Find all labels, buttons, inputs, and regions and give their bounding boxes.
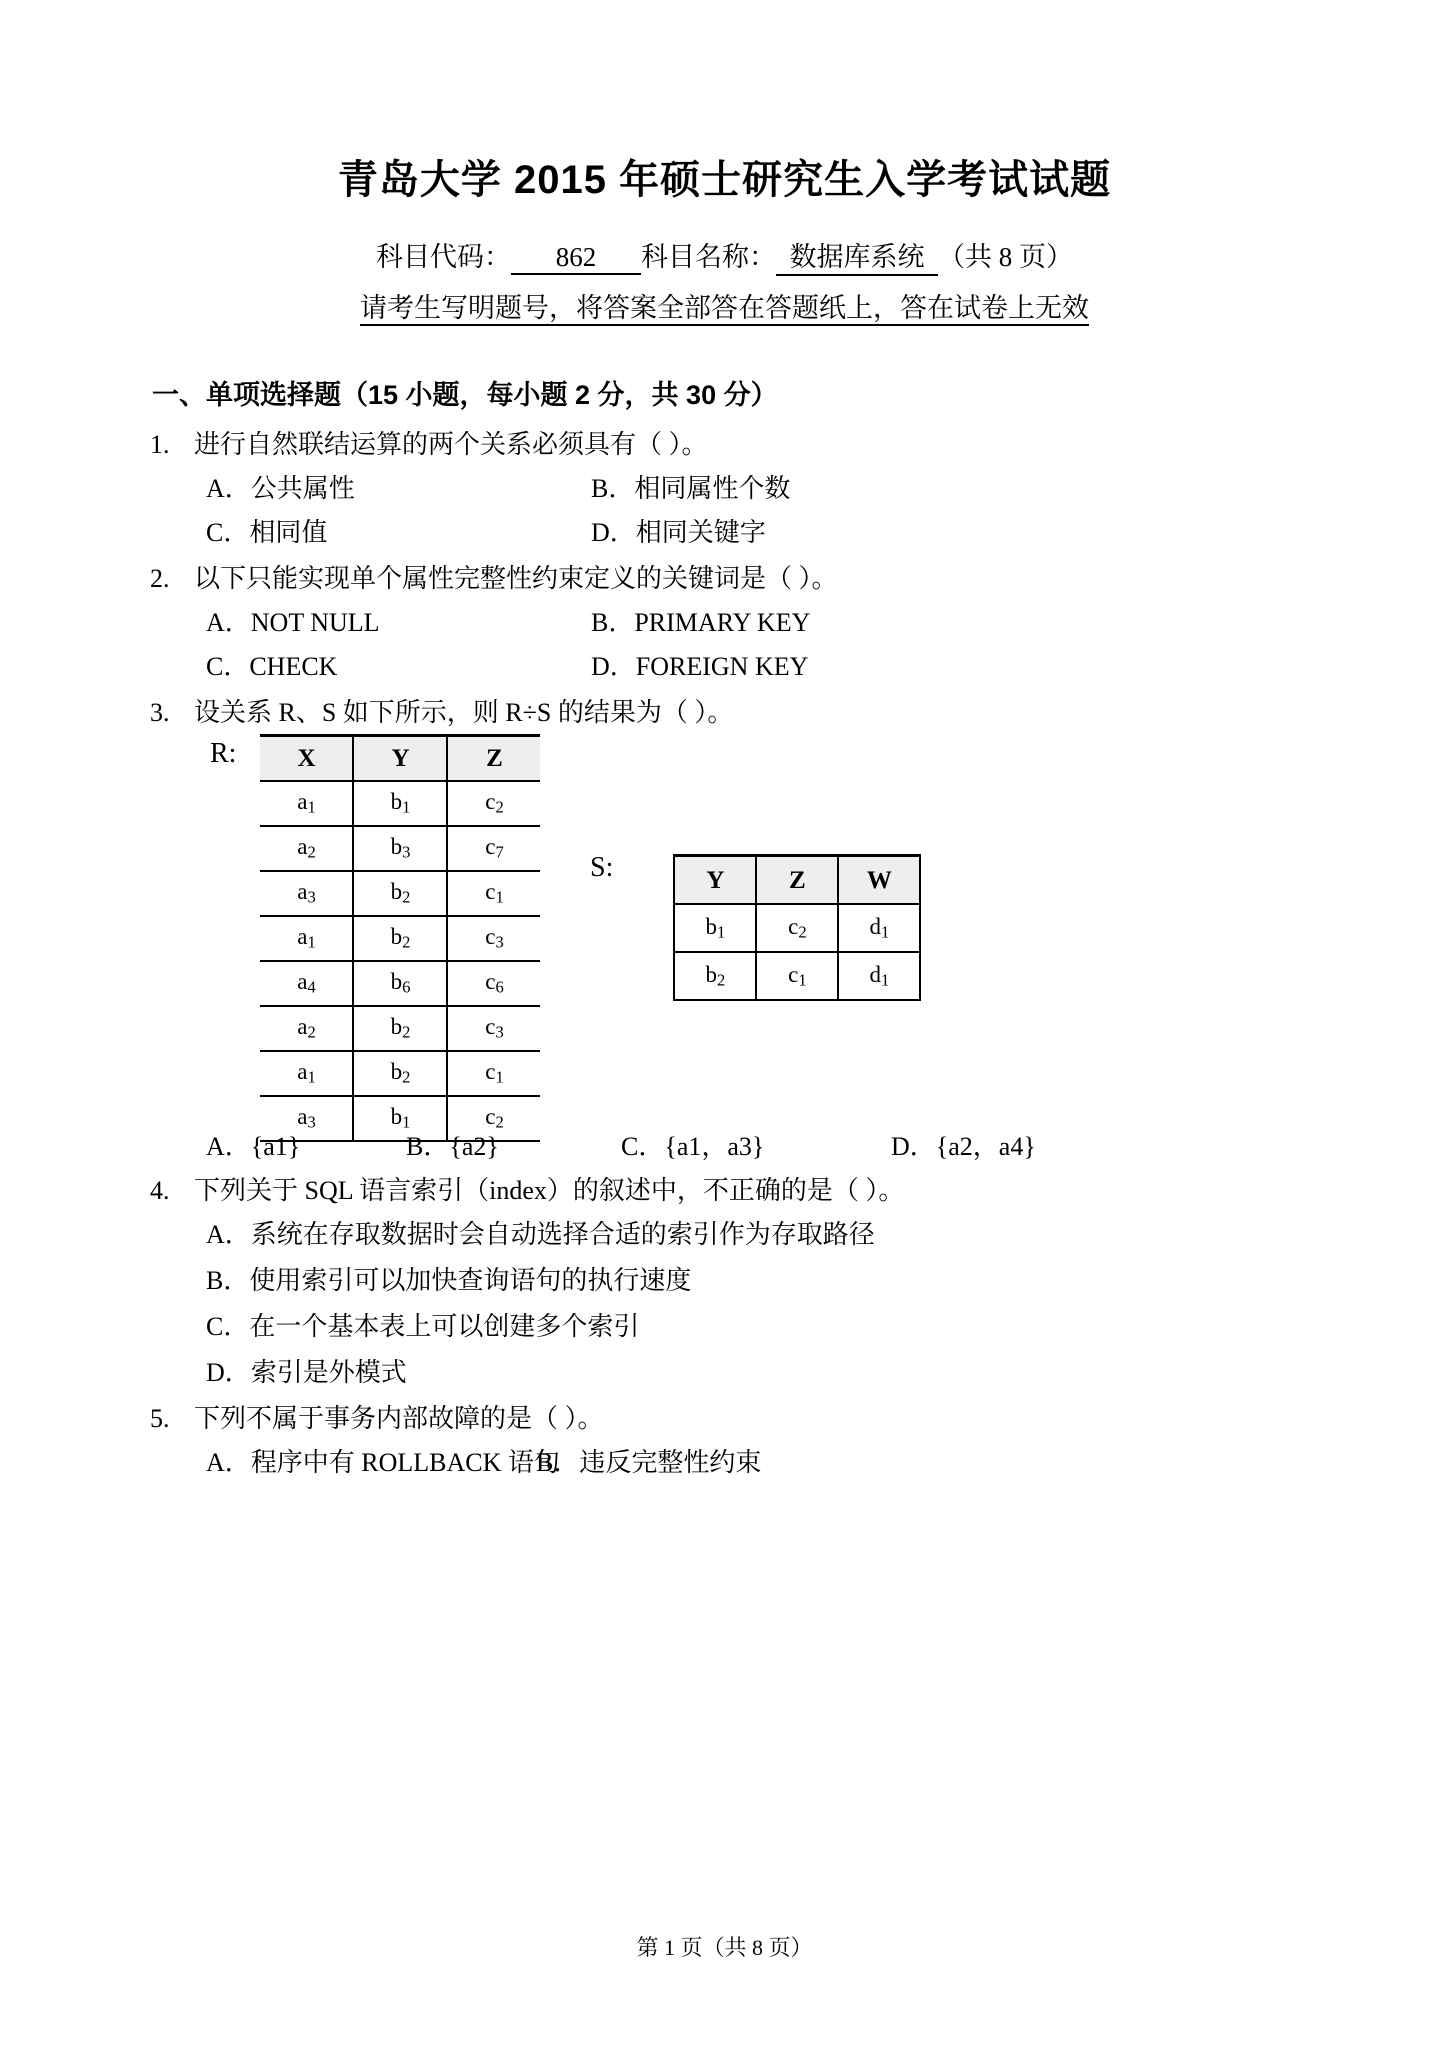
relation-r-cell: $c_2$ (447, 1096, 540, 1141)
question-1 (150, 432, 1299, 546)
relation-r-label: R: (210, 738, 237, 769)
question-2-stem: 以下只能实现单个属性完整性约束定义的关键词是（ ）。 (194, 564, 838, 593)
question-5 (150, 1406, 1299, 1476)
question-3-stem: 设关系 R、S 如下所示，则 R÷S 的结果为（ ）。 (194, 698, 734, 727)
question-2-option-d[interactable]: D．FOREIGN KEY (591, 652, 809, 681)
relation-s-label: S: (590, 852, 614, 883)
relation-r-cell: $c_2$ (447, 781, 540, 826)
relation-s-col-y: Y (674, 856, 756, 905)
table-row (260, 871, 540, 916)
relation-r-cell: $a_3$ (260, 1096, 353, 1141)
page-number-note: 第 1 页（共 8 页） (636, 1935, 813, 1960)
question-1-option-d[interactable]: D．相同关键字 (591, 518, 766, 547)
relation-r-col-z: Z (447, 736, 540, 782)
table-header-row (674, 856, 920, 905)
relation-r-cell: $a_1$ (260, 781, 353, 826)
question-1-option-c[interactable]: C．相同值 (206, 518, 328, 547)
table-row (260, 781, 540, 826)
question-5-stem: 下列不属于事务内部故障的是（ ）。 (194, 1404, 604, 1433)
question-1-option-b[interactable]: B．相同属性个数 (591, 474, 791, 503)
question-2-options (206, 610, 1299, 680)
relation-r-cell: $a_3$ (260, 871, 353, 916)
table-row (260, 826, 540, 871)
table-row (260, 1051, 540, 1096)
question-1-options (206, 476, 1299, 546)
relation-s-cell: $c_2$ (756, 904, 838, 952)
relation-s-cell: $d_1$ (838, 904, 920, 952)
relation-r-cell: $c_1$ (447, 871, 540, 916)
relation-s-col-z: Z (756, 856, 838, 905)
question-1-number: 1. (150, 430, 170, 459)
subject-code-label: 科目代码： (376, 242, 511, 272)
question-3-number: 3. (150, 698, 170, 727)
table-row (260, 916, 540, 961)
question-2-option-b[interactable]: B．PRIMARY KEY (591, 608, 811, 637)
relation-s-col-w: W (838, 856, 920, 905)
exam-notice (150, 286, 1299, 325)
question-5-options (206, 1450, 1299, 1476)
subject-info-line (150, 235, 1299, 276)
relation-r (210, 734, 540, 1142)
question-1-option-a[interactable]: A．公共属性 (206, 474, 355, 503)
relation-s-cell: $c_1$ (756, 952, 838, 1000)
subject-name-label: 科目名称： (641, 242, 776, 272)
question-4 (150, 1178, 1299, 1386)
relation-r-cell: $a_4$ (260, 961, 353, 1006)
table-header-row (260, 736, 540, 782)
question-2-number: 2. (150, 564, 170, 593)
relation-r-cell: $a_1$ (260, 1051, 353, 1096)
relation-r-cell: $a_2$ (260, 826, 353, 871)
question-4-option-d[interactable]: D．索引是外模式 (206, 1358, 407, 1387)
relation-r-cell: $a_2$ (260, 1006, 353, 1051)
relation-r-cell: $c_7$ (447, 826, 540, 871)
pages-note: （共 8 页） (938, 242, 1073, 272)
question-3-option-a[interactable]: A．{a1} (206, 1132, 301, 1161)
relation-s-table (673, 854, 921, 1001)
question-2-option-c[interactable]: C．CHECK (206, 652, 338, 681)
relation-r-cell: $b_2$ (353, 916, 447, 961)
relation-r-cell: $b_2$ (353, 1051, 447, 1096)
question-5-option-b[interactable]: B．违反完整性约束 (536, 1448, 762, 1477)
question-4-options (206, 1222, 1299, 1386)
relation-r-cell: $b_2$ (353, 871, 447, 916)
question-4-stem: 下列关于 SQL 语言索引（index）的叙述中，不正确的是（ ）。 (194, 1176, 905, 1205)
section-heading: 一、单项选择题（15 小题，每小题 2 分，共 30 分） (152, 380, 778, 410)
question-5-option-a[interactable]: A．程序中有 ROLLBACK 语句 (206, 1448, 560, 1477)
question-5-number: 5. (150, 1404, 170, 1433)
question-3 (150, 700, 1299, 1160)
question-2 (150, 566, 1299, 680)
relation-r-cell: $c_6$ (447, 961, 540, 1006)
relation-s-cell: $b_1$ (674, 904, 756, 952)
page-title: 青岛大学 2015 年硕士研究生入学考试试题 (337, 158, 1112, 202)
question-4-option-b[interactable]: B．使用索引可以加快查询语句的执行速度 (206, 1266, 692, 1295)
question-3-option-c[interactable]: C．{a1，a3} (621, 1132, 765, 1161)
exam-notice-text: 请考生写明题号，将答案全部答在答题纸上，答在试卷上无效 (360, 293, 1089, 326)
subject-name-value: 数据库系统 (776, 235, 938, 276)
table-row (674, 952, 920, 1000)
relation-r-cell: $c_3$ (447, 1006, 540, 1051)
question-4-option-a[interactable]: A．系统在存取数据时会自动选择合适的索引作为存取路径 (206, 1220, 875, 1249)
relation-s-cell: $b_2$ (674, 952, 756, 1000)
question-3-option-b[interactable]: B．{a2} (406, 1132, 499, 1161)
relation-s (590, 854, 921, 1001)
question-2-option-a[interactable]: A．NOT NULL (206, 608, 380, 637)
relation-r-cell: $c_3$ (447, 916, 540, 961)
relation-r-col-y: Y (353, 736, 447, 782)
relation-r-cell: $b_1$ (353, 781, 447, 826)
relation-r-cell: $b_6$ (353, 961, 447, 1006)
subject-code-value: 862 (511, 242, 641, 275)
table-row (260, 1096, 540, 1141)
relation-s-cell: $d_1$ (838, 952, 920, 1000)
relation-tables (150, 734, 1299, 1134)
relation-r-cell: $a_1$ (260, 916, 353, 961)
question-4-option-c[interactable]: C．在一个基本表上可以创建多个索引 (206, 1312, 640, 1341)
relation-r-cell: $b_2$ (353, 1006, 447, 1051)
relation-r-cell: $c_1$ (447, 1051, 540, 1096)
table-row (674, 904, 920, 952)
table-row (260, 1006, 540, 1051)
relation-r-table (260, 734, 540, 1142)
question-4-number: 4. (150, 1176, 170, 1205)
page-footer (0, 1931, 1449, 1962)
question-1-stem: 进行自然联结运算的两个关系必须具有（ ）。 (194, 430, 708, 459)
relation-r-cell: $b_1$ (353, 1096, 447, 1141)
question-3-option-d[interactable]: D．{a2，a4} (891, 1132, 1036, 1161)
relation-r-col-x: X (260, 736, 353, 782)
table-row (260, 961, 540, 1006)
relation-r-cell: $b_3$ (353, 826, 447, 871)
